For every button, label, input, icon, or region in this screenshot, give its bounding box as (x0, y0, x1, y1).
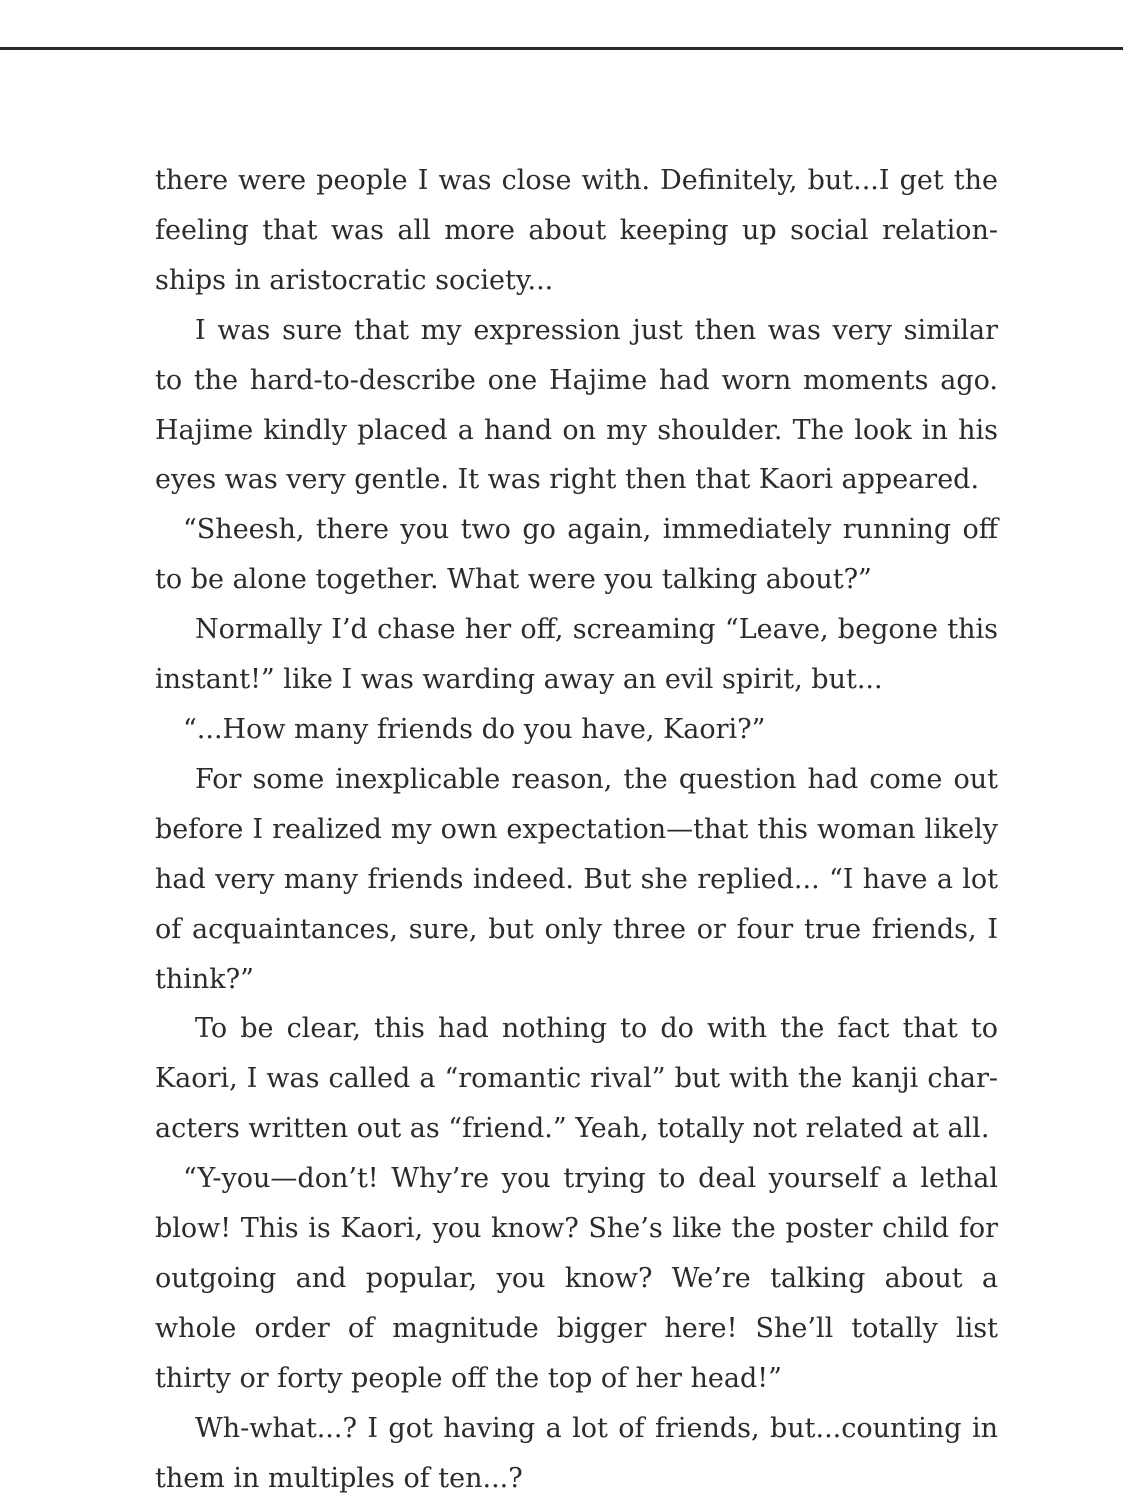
page-body (155, 156, 998, 1503)
paragraph-5: “...How many friends do you have, Kaori?” (183, 713, 766, 745)
paragraph-8: “Y-you—don’t! Why’re you trying to deal yourself a lethal blow! This is Kaori, you know? She’s like the poster child for outgoing and popular, you know? We’re talking about a whole order of magnitude bigger here! She’ll totally list thirty or forty people off the top of her head!” (155, 1163, 998, 1394)
top-rule (0, 47, 1123, 50)
paragraph-4: Normally I’d chase her off, screaming “Leave, begone this instant!” like I was warding away an evil spirit, but... (155, 614, 998, 696)
paragraph-3: “Sheesh, there you two go again, immediately running off to be alone together. What were you talking about?” (155, 514, 998, 596)
paragraph-1: there were people I was close with. Definitely, but...I get the feeling that was all more about keeping up social relationships in aristocratic society... (155, 165, 998, 296)
paragraph-2: I was sure that my expression just then was very similar to the hard-to-describe one Hajime had worn moments ago. Hajime kindly placed a hand on my shoulder. The look in his eyes was very gentle. It was right then that Kaori appeared. (155, 314, 998, 496)
paragraph-6: For some inexplicable reason, the question had come out before I realized my own expectation—that this woman likely had very many friends indeed. But she replied... “I have a lot of acquaintances, sure, but only three or four true friends, I think?” (155, 763, 998, 995)
paragraph-9: Wh-what...? I got having a lot of friends, but...counting in them in multiples of ten...? (155, 1412, 998, 1494)
paragraph-7: To be clear, this had nothing to do with the fact that to Kaori, I was called a “romantic rival” but with the kanji characters written out as “friend.” Yeah, totally not related at all. (155, 1013, 998, 1145)
